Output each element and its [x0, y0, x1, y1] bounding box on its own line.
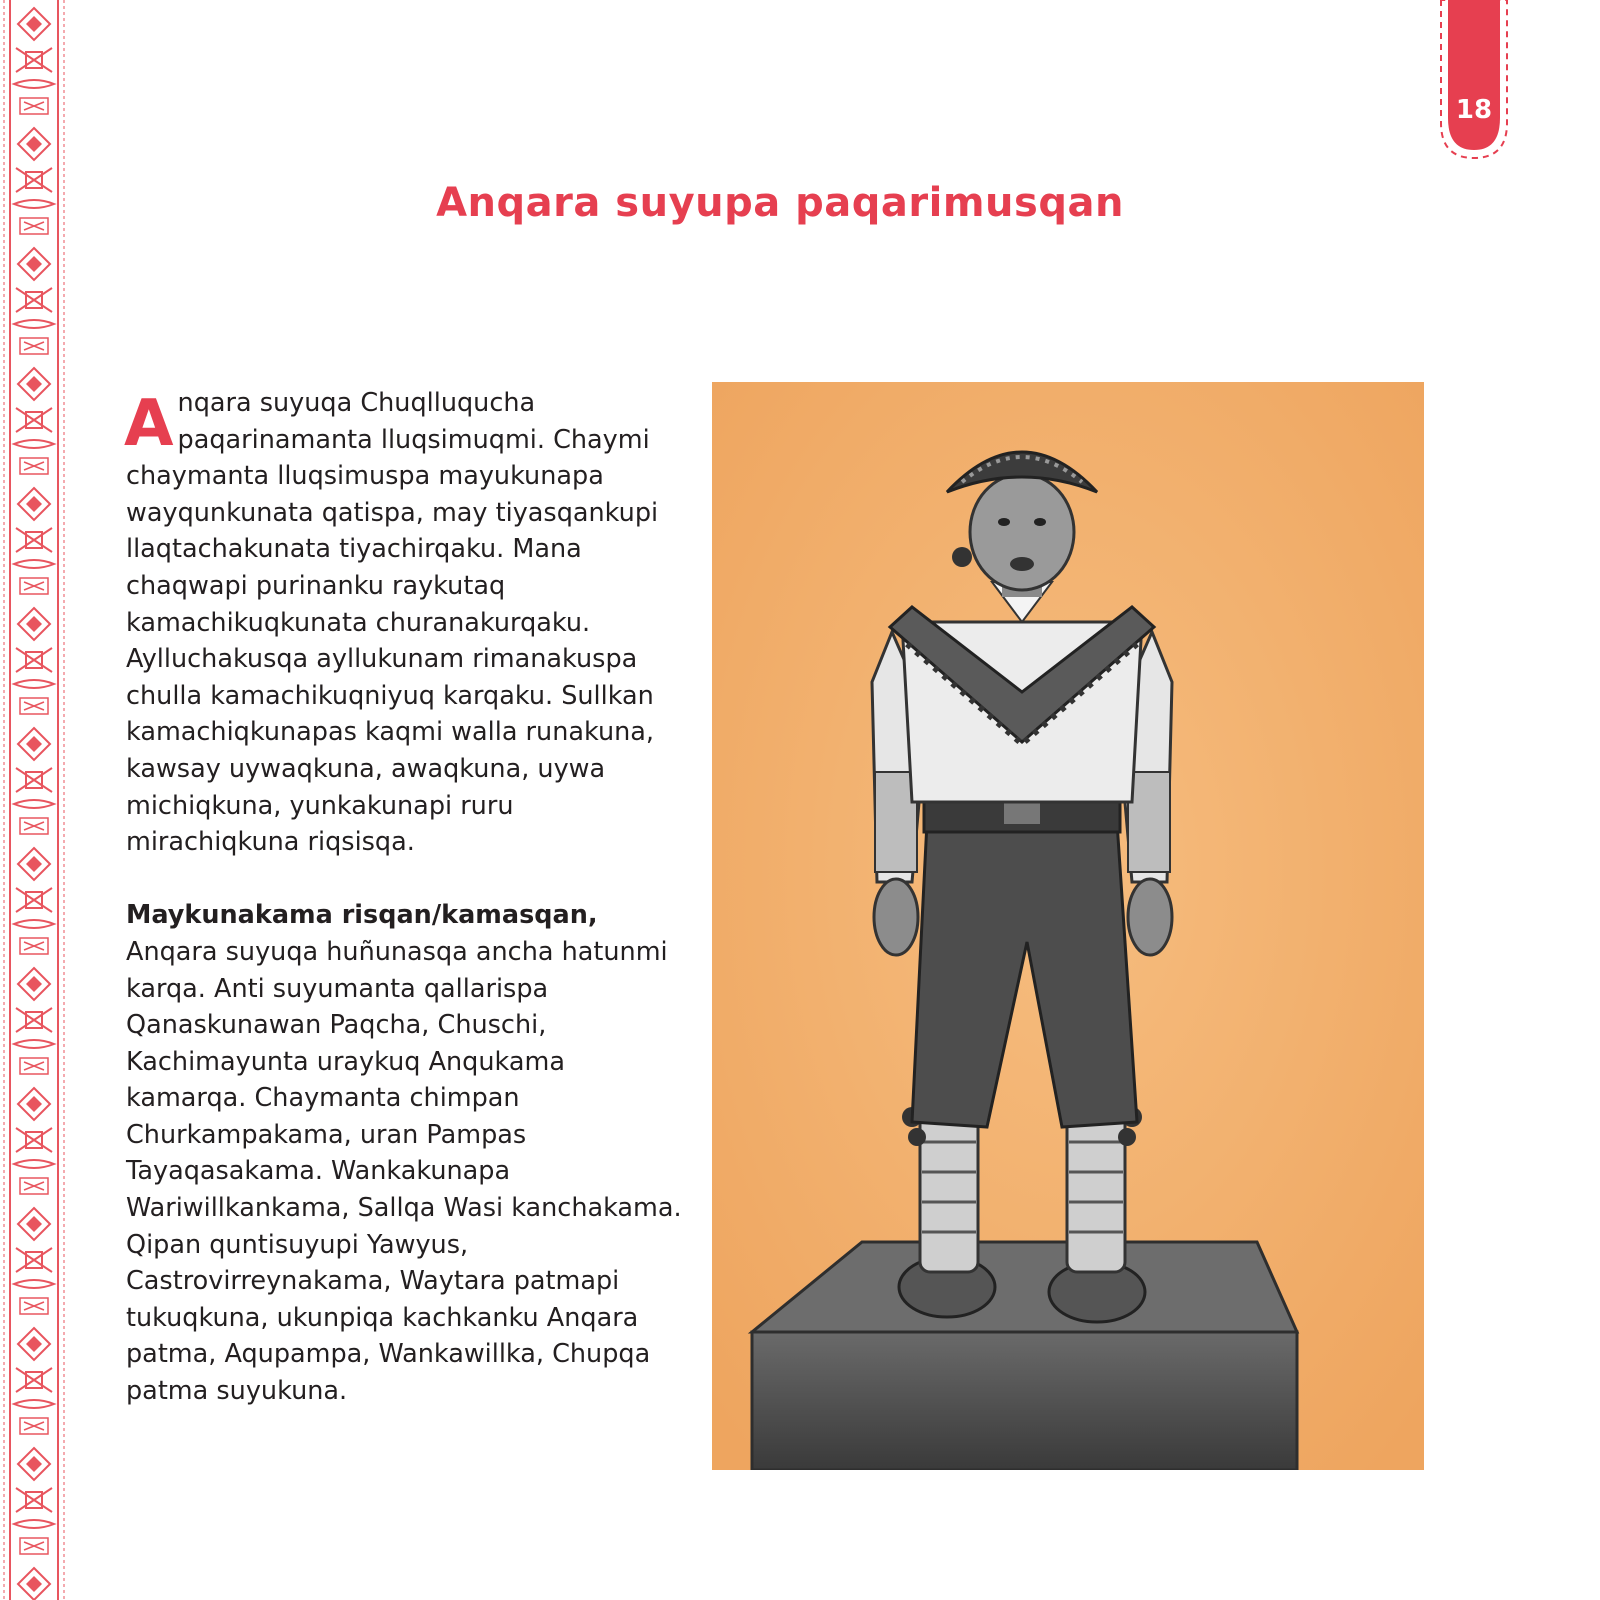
paragraph-2-lead: Maykunakama risqan/kamasqan,: [126, 900, 598, 931]
page-title: Anqara suyupa paqarimusqan: [436, 180, 1124, 226]
statue-figure-icon: [712, 382, 1424, 1470]
paragraph-2: [126, 897, 686, 1409]
paragraph-1-text: nqara suyuqa Chuqlluqucha paqarinamanta lluqsimuqmi. Chaymi chaymanta lluqsimuspa mayukunapa wayqunkunata qatispa, may tiyasqankupi llaqtachakunata tiyachirqaku. Mana chaqwapi purinanku raykutaq kamachikuqkunata churanakurqaku. Aylluchakusqa ayllukunam rimanakuspa chulla kamachikuqniyuq karqaku. Sullkan kamachiqkunapas kaqmi walla runakuna, kawsay uywaqkuna, awaqkuna, uywa michiqkuna, yunkakunapi ruru mirachiqkuna riqsisqa.: [126, 388, 659, 858]
article-body: [126, 385, 686, 1410]
paragraph-2-text: Anqara suyuqa huñunasqa ancha hatunmi karqa. Anti suyumanta qallarispa Qanaskunawan Paqcha, Chuschi, Kachimayunta uraykuq Anqukama kamarqa. Chaymanta chimpan Churkampakama, uran Pampas Tayaqasakama. Wankakunapa Wariwillkankama, Sallqa Wasi kanchakama. Qipan quntisuyupi Yawyus, Castrovirreynakama, Waytara patmapi tukuqkuna, ukunpiqa kachkanku Anqara patma, Aqupampa, Wankawillka, Chupqa patma suyukuna.: [126, 936, 682, 1407]
drop-cap: A: [124, 387, 174, 461]
page-number: 18: [1455, 95, 1493, 125]
statue-illustration: [712, 382, 1424, 1470]
page-number-tab: [1433, 0, 1515, 170]
woven-pattern-icon: [0, 0, 68, 1600]
decorative-border: [0, 0, 68, 1600]
paragraph-1: [126, 385, 686, 861]
